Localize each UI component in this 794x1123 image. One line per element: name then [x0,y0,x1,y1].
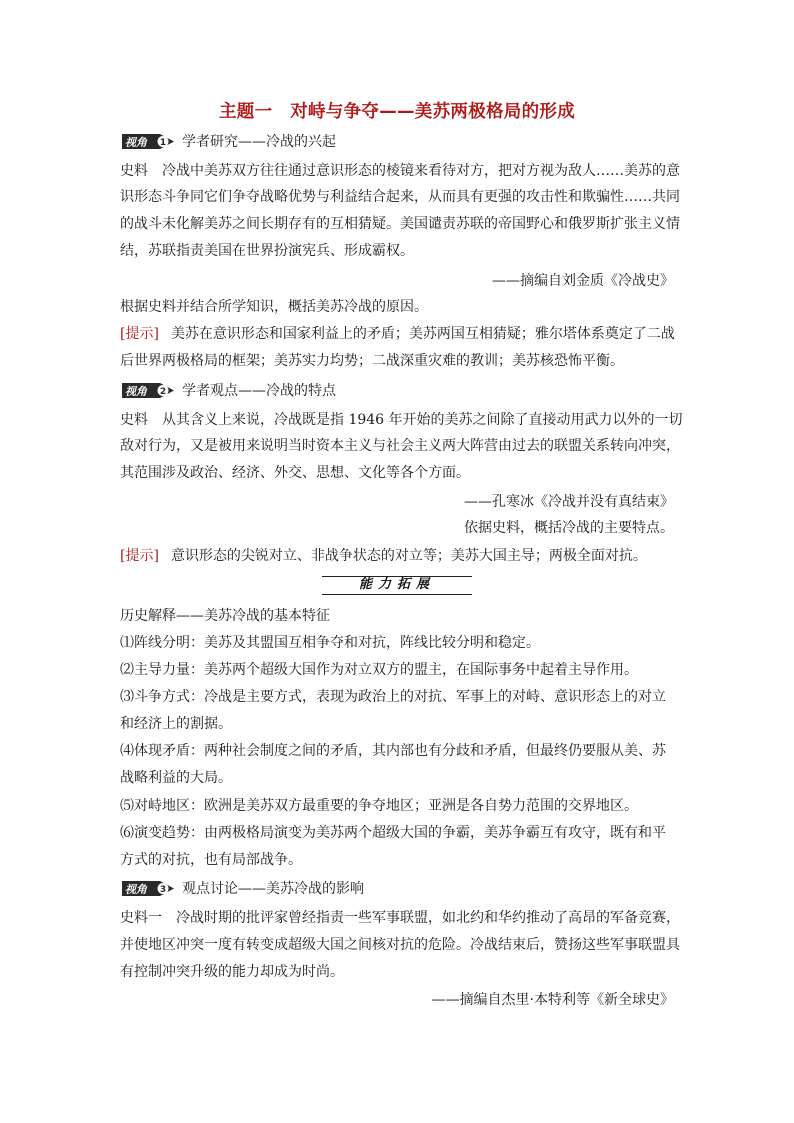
perspective-2-heading: 学者观点——冷战的特点 [182,383,336,399]
source-citation: ——摘编自杰里·本特利等《新全球史》 [431,992,674,1008]
expansion-heading: 历史解释——美苏冷战的基本特征 [120,608,330,624]
source-citation: ——孔寒冰《冷战并没有真结束》 [464,494,674,510]
hint-text: 意识形态的尖锐对立、非战争状态的对立等；美苏大国主导；两极全面对抗。 [170,548,647,564]
source-text-line: 史料一 冷战时期的批评家曾经指责一些军事联盟，如北约和华约推动了高昂的军备竞赛， [120,910,680,926]
svg-text:3: 3 [159,884,167,895]
source-text-line: 并使地区冲突一度有转变成超级大国之间核对抗的危险。冷战结束后，赞扬这些军事联盟具 [120,937,680,953]
perspective-badge-icon [120,382,176,399]
perspective-2-header [120,380,336,400]
svg-text:视角: 视角 [125,882,147,896]
banner-title: 能力拓展 [358,577,435,592]
perspective-badge-icon [120,133,176,150]
feature-item: 和经济上的割据。 [120,716,232,732]
source-text-line: 的战斗未化解美苏之间长期存有的互相猜疑。美国谴责苏联的帝国野心和俄罗斯扩张主义情 [120,216,680,232]
feature-item: ⑶斗争方式：冷战是主要方式，表现为政治上的对抗、军事上的对峙、意识形态上的对立 [120,689,666,705]
hint-label: [提示] [120,326,159,342]
source-citation: ——摘编自刘金质《冷战史》 [492,273,674,289]
hint-text: 美苏在意识形态和国家利益上的矛盾；美苏两国互相猜疑；雅尔塔体系奠定了二战 [170,326,675,342]
page-title: 主题一 对峙与争夺——美苏两极格局的形成 [219,102,575,122]
source-text-line: 敌对行为，又是被用来说明当时资本主义与社会主义两大阵营由过去的联盟关系转向冲突， [120,438,680,454]
perspective-1-heading: 学者研究——冷战的兴起 [182,134,336,150]
hint-text: 后世界两极格局的框架；美苏实力均势；二战深重灾难的教训；美苏核恐怖平衡。 [120,353,624,369]
source-text-line: 有控制冲突升级的能力却成为时尚。 [120,964,344,980]
banner-bottom-rule [322,594,472,595]
feature-item: ⑹演变趋势：由两极格局演变为美苏两个超级大国的争霸，美苏争霸互有攻守，既有和平 [120,825,666,841]
question-text: 依据史料，概括冷战的主要特点。 [464,520,674,536]
feature-item: 战略利益的大局。 [120,770,232,786]
svg-text:2: 2 [159,386,167,397]
perspective-3-header [120,878,364,898]
hint-line [120,324,674,344]
svg-text:视角: 视角 [125,135,147,149]
source-text-line: 其范围涉及政治、经济、外交、思想、文化等各个方面。 [120,465,470,481]
svg-text:视角: 视角 [125,384,147,398]
question-text: 根据史料并结合所学知识，概括美苏冷战的原因。 [120,299,428,315]
svg-text:1: 1 [159,137,167,148]
feature-item: ⑷体现矛盾：两种社会制度之间的矛盾，其内部也有分歧和矛盾，但最终仍要服从美、苏 [120,743,666,759]
perspective-3-heading: 观点讨论——美苏冷战的影响 [182,881,364,897]
source-text-line: 识形态斗争同它们争夺战略优势与利益结合起来，从而具有更强的攻击性和欺骗性……共同 [120,189,680,205]
perspective-badge-icon [120,880,176,897]
source-text-line: 史料 冷战中美苏双方往往通过意识形态的棱镜来看待对方，把对方视为敌人……美苏的意 [120,163,680,179]
source-text-line: 结，苏联指责美国在世界扮演宪兵、形成霸权。 [120,243,414,259]
feature-item: ⑴阵线分明：美苏及其盟国互相争夺和对抗，阵线比较分明和稳定。 [120,635,540,651]
hint-line [120,546,674,566]
ability-expansion-banner [322,575,472,595]
hint-label: [提示] [120,548,159,564]
feature-item: 方式的对抗，也有局部战争。 [120,852,302,868]
perspective-1-header [120,131,336,151]
source-text-line: 史料 从其含义上来说，冷战既是指 1946 年开始的美苏之间除了直接动用武力以外的一切 [120,412,683,428]
feature-item: ⑸对峙地区：欧洲是美苏双方最重要的争夺地区；亚洲是各自势力范围的交界地区。 [120,798,638,814]
feature-item: ⑵主导力量：美苏两个超级大国作为对立双方的盟主，在国际事务中起着主导作用。 [120,662,638,678]
